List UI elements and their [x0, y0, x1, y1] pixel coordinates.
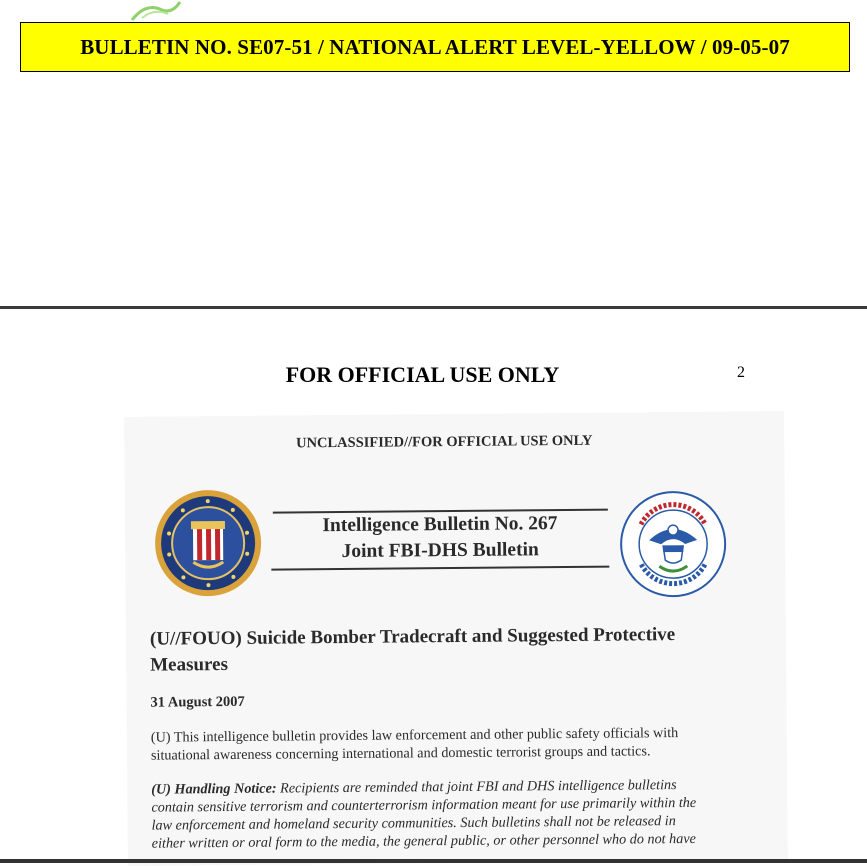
handling-line: either written or oral form to the media, the general public, or other personnel who do not have [151, 830, 696, 852]
fbi-seal-icon [153, 488, 264, 599]
document-title [150, 622, 730, 679]
handling-line: law enforcement and homeland security communities. Such bulletins shall not be released in [151, 813, 676, 834]
fouo-header: FOR OFFICIAL USE ONLY [285, 362, 560, 387]
logo-fragment-icon [128, 0, 184, 22]
summary-line: situational awareness concerning international and domestic terrorist groups and tactics. [150, 743, 651, 764]
alert-banner [20, 22, 850, 72]
page-divider [0, 306, 867, 309]
handling-line: contain sensitive terrorism and counterterrorism information meant for use primarily within the [151, 794, 697, 816]
handling-notice-paragraph [151, 775, 752, 852]
alert-banner-text: BULLETIN NO. SE07-51 / NATIONAL ALERT LEVEL-YELLOW / 09-05-07 [80, 34, 790, 59]
bulletin-subtitle: Joint FBI-DHS Bulletin [341, 539, 539, 562]
handling-notice-lead: (U) Handling Notice: [151, 780, 277, 798]
document-title-line: Measures [150, 653, 229, 676]
scanned-bulletin-page [124, 411, 788, 866]
handling-text: Recipients are reminded that joint FBI and DHS intelligence bulletins [276, 777, 677, 797]
document-title-line: (U//FOUO) Suicide Bomber Tradecraft and Suggested Protective [149, 624, 676, 650]
dhs-seal-icon [619, 490, 728, 599]
document-date: 31 August 2007 [150, 693, 245, 711]
summary-line: (U) This intelligence bulletin provides law enforcement and other public safety officials with [150, 725, 679, 746]
bulletin-number: Intelligence Bulletin No. 267 [322, 513, 558, 537]
summary-paragraph [151, 723, 751, 764]
classification-marking: UNCLASSIFIED//FOR OFFICIAL USE ONLY [295, 432, 593, 452]
viewer-bottom-edge [0, 859, 867, 863]
title-rule-bottom [271, 566, 609, 570]
page-number: 2 [737, 364, 745, 381]
